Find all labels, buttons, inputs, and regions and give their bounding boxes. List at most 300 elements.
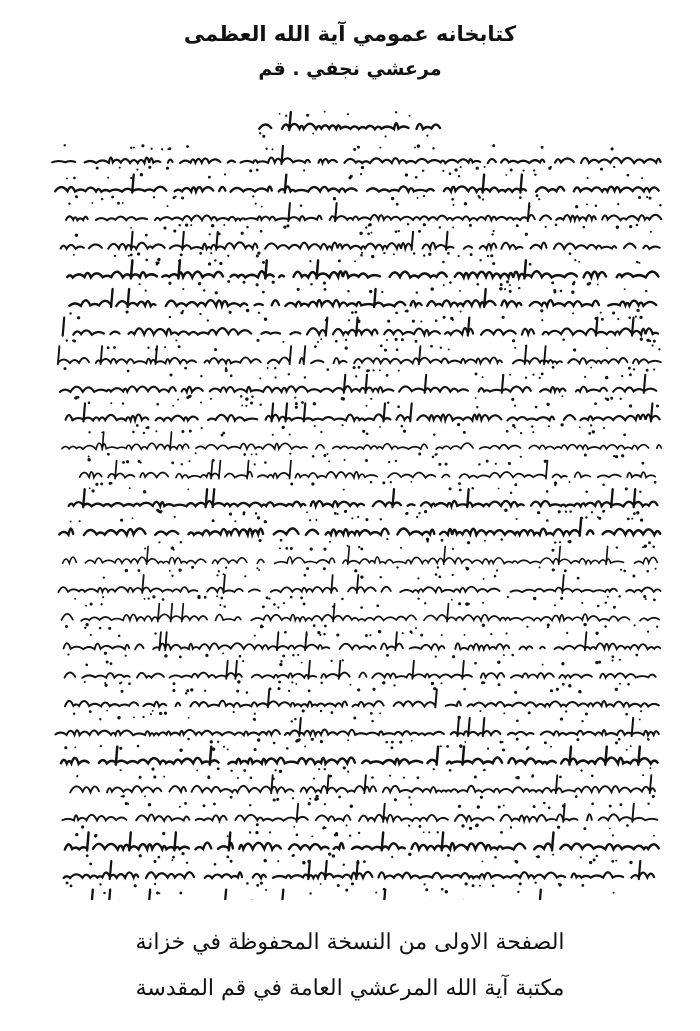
ink-dot <box>290 483 293 486</box>
ink-dot <box>623 570 626 573</box>
ink-dot <box>610 397 613 400</box>
ink-dot <box>537 511 540 514</box>
ink-dot <box>273 742 276 745</box>
ink-dot <box>212 748 215 751</box>
ink-dot <box>526 626 528 628</box>
ink-dot <box>262 605 265 608</box>
ink-dot <box>296 833 299 836</box>
ink-dot <box>565 710 567 712</box>
ink-dot <box>545 226 547 228</box>
ink-dot <box>618 595 621 598</box>
ink-dot <box>251 395 253 397</box>
ink-dot <box>446 745 449 748</box>
ink-dot <box>605 397 607 399</box>
ink-dot <box>475 397 477 399</box>
ink-dot <box>264 859 267 862</box>
ink-dot <box>591 775 594 778</box>
ink-dot <box>519 196 522 199</box>
ink-dot <box>541 146 544 149</box>
ink-dot <box>452 204 454 206</box>
ink-dot <box>506 430 509 433</box>
ink-dot <box>105 684 108 687</box>
ink-dot <box>324 288 327 291</box>
ink-dot <box>378 630 381 633</box>
ink-dot <box>541 373 544 376</box>
ink-dot <box>262 135 265 138</box>
ink-dot <box>509 374 511 376</box>
manuscript-line <box>58 575 660 593</box>
ink-dot <box>636 261 639 264</box>
ink-dot <box>585 491 588 494</box>
ink-dot <box>309 519 311 521</box>
ink-dot <box>525 233 528 236</box>
ink-dot <box>212 519 215 522</box>
ink-dot <box>254 463 256 465</box>
ink-dot <box>646 339 649 342</box>
ink-dot <box>106 710 108 712</box>
ink-dot <box>458 602 461 605</box>
ink-dot <box>391 741 394 744</box>
ink-dot <box>480 796 483 799</box>
ink-dot <box>418 825 421 828</box>
ink-dot <box>317 341 319 343</box>
ink-dot <box>449 769 452 772</box>
ink-dot <box>640 338 643 341</box>
ink-dot <box>129 487 131 489</box>
ink-dot <box>605 376 608 379</box>
ink-dot <box>641 177 643 179</box>
ink-dot <box>264 520 267 523</box>
ink-dot <box>148 597 150 599</box>
ink-dot <box>184 802 187 805</box>
ink-dot <box>354 569 357 572</box>
ink-dot <box>272 434 274 436</box>
ink-dot <box>145 290 147 292</box>
ink-dot <box>147 426 150 429</box>
ink-dot <box>315 795 318 798</box>
ink-dot <box>336 834 338 836</box>
ink-dot <box>458 482 461 485</box>
ink-dot <box>107 453 110 456</box>
ink-dot <box>365 634 368 637</box>
ink-dot <box>257 516 260 519</box>
ink-dot <box>504 288 506 290</box>
ink-dot <box>639 718 641 720</box>
ink-dot <box>651 344 653 346</box>
ink-dot <box>406 310 409 313</box>
ink-dot <box>216 595 218 597</box>
ink-dot <box>119 167 121 169</box>
ink-dot <box>125 569 128 572</box>
ink-dot <box>230 374 233 377</box>
ink-dot <box>433 687 436 690</box>
ink-dot <box>317 631 320 634</box>
ink-dot <box>153 775 156 778</box>
ink-dot <box>525 377 527 379</box>
ink-dot <box>451 198 454 201</box>
ink-dot <box>357 516 359 518</box>
ink-dot <box>256 283 259 286</box>
ink-dot <box>357 146 360 149</box>
ink-dot <box>474 776 477 779</box>
ink-dot <box>358 546 360 548</box>
ink-dot <box>556 688 559 691</box>
ink-dot <box>583 226 586 229</box>
ink-dot <box>629 225 632 228</box>
ink-dot <box>329 541 331 543</box>
ink-dot <box>96 167 99 170</box>
ink-dot <box>256 339 259 342</box>
ink-dot <box>500 283 503 286</box>
ink-dot <box>207 319 209 321</box>
ink-dot <box>99 627 102 630</box>
ink-dot <box>162 598 165 601</box>
ink-dot <box>246 309 249 312</box>
ink-dot <box>153 196 155 198</box>
ink-dot <box>74 746 76 748</box>
ink-dot <box>371 720 373 722</box>
ink-dot <box>75 195 78 198</box>
ink-dot <box>420 320 422 322</box>
ink-dot <box>417 197 419 199</box>
ink-dot <box>390 746 393 749</box>
ink-dot <box>173 682 176 685</box>
ink-dot <box>386 339 388 341</box>
ink-dot <box>624 288 626 290</box>
ink-dot <box>379 369 381 371</box>
ink-dot <box>598 661 601 664</box>
ink-dot <box>612 655 615 658</box>
ink-dot <box>122 461 125 464</box>
ink-dot <box>547 626 549 628</box>
ink-dot <box>442 170 444 172</box>
ink-dot <box>625 713 628 716</box>
ink-dot <box>474 662 477 665</box>
ink-dot <box>137 252 140 255</box>
ink-dot <box>646 570 649 573</box>
ink-dot <box>264 318 267 321</box>
ink-dot <box>90 603 93 606</box>
ink-dot <box>168 147 171 150</box>
ink-dot <box>85 605 87 607</box>
ink-dot <box>128 682 131 685</box>
ink-dot <box>298 738 301 741</box>
ink-dot <box>640 518 643 521</box>
ink-dot <box>255 831 258 834</box>
ink-dot <box>406 512 409 515</box>
ink-dot <box>199 252 202 255</box>
ink-dot <box>117 202 120 205</box>
ink-dot <box>644 545 647 548</box>
ink-dot <box>639 316 642 319</box>
ink-dot <box>324 768 326 770</box>
ink-dot <box>328 460 330 462</box>
ink-dot <box>259 132 261 134</box>
ink-dot <box>552 835 554 837</box>
ink-dot <box>212 459 215 462</box>
ink-dot <box>306 567 309 570</box>
ink-dot <box>100 745 102 747</box>
ink-dot <box>653 368 655 370</box>
ink-dot <box>349 835 351 837</box>
ink-dot <box>555 224 558 227</box>
ink-dot <box>636 224 639 227</box>
ink-dot <box>645 290 647 292</box>
ink-dot <box>510 492 512 494</box>
ink-dot <box>626 824 629 827</box>
ink-dot <box>423 831 425 833</box>
ink-dot <box>204 690 206 692</box>
ink-dot <box>401 338 404 341</box>
ink-dot <box>482 624 485 627</box>
ink-dot <box>581 602 583 604</box>
ink-dot <box>117 716 120 719</box>
ink-dot <box>285 115 287 117</box>
ink-dot <box>484 166 486 168</box>
ink-dot <box>157 258 160 261</box>
ink-dot <box>600 312 602 314</box>
ink-dot <box>314 345 317 348</box>
ink-dot <box>307 860 310 863</box>
manuscript-line <box>70 775 655 793</box>
ink-dot <box>516 224 519 227</box>
ink-dot <box>239 655 242 658</box>
ink-dot <box>148 166 151 169</box>
ink-dot <box>410 803 412 805</box>
ink-dot <box>495 463 497 465</box>
ink-dot <box>595 661 598 664</box>
ink-dot <box>331 711 334 714</box>
ink-dot <box>240 395 243 398</box>
ink-dot <box>613 166 615 168</box>
ink-dot <box>379 712 381 714</box>
ink-dot <box>343 766 346 769</box>
ink-dot <box>452 319 454 321</box>
ink-dot <box>114 255 116 257</box>
ink-dot <box>492 884 495 887</box>
ink-dot <box>216 574 218 576</box>
ink-dot <box>583 623 586 626</box>
ink-dot <box>330 660 332 662</box>
ink-dot <box>514 691 517 694</box>
ink-dot <box>423 195 425 197</box>
ink-dot <box>107 346 110 349</box>
ink-dot <box>437 831 439 833</box>
ink-dot <box>74 598 76 600</box>
ink-dot <box>297 288 300 291</box>
ink-dot <box>449 487 452 490</box>
ink-dot <box>635 315 637 317</box>
ink-dot <box>440 347 442 349</box>
ink-dot <box>101 198 103 200</box>
ink-dot <box>656 626 658 628</box>
ink-dot <box>222 652 224 654</box>
ink-dot <box>585 516 587 518</box>
ink-dot <box>541 319 543 321</box>
ink-dot <box>397 405 400 408</box>
ink-dot <box>132 176 134 178</box>
ink-dot <box>612 834 614 836</box>
ink-dot <box>320 883 322 885</box>
ink-dot <box>393 684 395 686</box>
ink-dot <box>415 627 417 629</box>
ink-dot <box>417 776 420 779</box>
ink-dot <box>257 251 260 254</box>
ink-dot <box>633 368 635 370</box>
ink-dot <box>618 738 621 741</box>
ink-dot <box>318 768 320 770</box>
ink-dot <box>441 539 444 542</box>
ink-dot <box>413 252 416 255</box>
ink-dot <box>154 632 156 634</box>
ink-dot <box>567 541 569 543</box>
ink-dot <box>84 627 86 629</box>
ink-dot <box>500 538 503 541</box>
ink-dot <box>233 711 235 713</box>
ink-dot <box>68 203 70 205</box>
ink-dot <box>229 311 232 314</box>
manuscript-line <box>63 318 658 336</box>
ink-dot <box>472 884 475 887</box>
ink-dot <box>460 166 462 168</box>
ink-dot <box>104 682 106 684</box>
ink-dot <box>620 569 622 571</box>
ink-dot <box>155 430 157 432</box>
ink-dot <box>464 741 466 743</box>
ink-dot <box>476 167 479 170</box>
ink-dot <box>166 167 169 170</box>
ink-dot <box>418 512 420 514</box>
ink-dot <box>417 144 420 147</box>
ink-dot <box>118 635 120 637</box>
ink-dot <box>569 481 571 483</box>
ink-dot <box>647 803 649 805</box>
ink-dot <box>249 831 251 833</box>
ink-dot <box>415 176 418 179</box>
ink-dot <box>354 260 356 262</box>
ink-dot <box>604 602 606 604</box>
ink-dot <box>277 687 280 690</box>
ink-dot <box>249 804 251 806</box>
manuscript-line <box>62 804 657 822</box>
ink-dot <box>169 570 171 572</box>
ink-dot <box>659 204 661 206</box>
ink-dot <box>103 892 105 894</box>
ink-dot <box>136 424 139 427</box>
ink-dot <box>492 262 495 265</box>
ink-dot <box>458 175 460 177</box>
ink-dot <box>73 177 76 180</box>
ink-dot <box>140 462 142 464</box>
ink-dot <box>561 662 564 665</box>
ink-dot <box>180 253 183 256</box>
ink-dot <box>304 574 307 577</box>
ink-dot <box>361 166 364 169</box>
ink-dot <box>417 598 419 600</box>
ink-dot <box>246 226 248 228</box>
ink-dot <box>175 339 177 341</box>
ink-dot <box>181 430 184 433</box>
ink-dot <box>200 375 202 377</box>
ink-dot <box>254 713 256 715</box>
ink-dot <box>405 173 408 176</box>
ink-dot <box>292 854 295 857</box>
ink-dot <box>133 147 135 149</box>
ink-dot <box>175 196 177 198</box>
ink-dot <box>502 316 505 319</box>
ink-dot <box>615 741 618 744</box>
ink-dot <box>543 802 546 805</box>
ink-dot <box>134 884 137 887</box>
ink-dot <box>627 518 630 521</box>
ink-dot <box>484 540 486 542</box>
ink-dot <box>626 749 628 751</box>
ink-dot <box>441 888 444 891</box>
ink-dot <box>266 596 269 599</box>
ink-dot <box>465 602 468 605</box>
ink-dot <box>454 168 457 171</box>
ink-dot <box>324 803 326 805</box>
ink-dot <box>627 683 630 686</box>
ink-dot <box>214 259 216 261</box>
ink-dot <box>569 510 571 512</box>
ink-dot <box>395 311 398 314</box>
ink-dot <box>544 460 547 463</box>
ink-dot <box>519 882 522 885</box>
ink-dot <box>649 767 651 769</box>
ink-dot <box>568 684 571 687</box>
ink-dot <box>225 367 227 369</box>
ink-dot <box>272 281 275 284</box>
ink-dot <box>655 568 657 570</box>
ink-dot <box>257 738 260 741</box>
ink-dot <box>179 806 181 808</box>
ink-dot <box>64 144 66 146</box>
ink-dot <box>256 255 259 258</box>
ink-dot <box>208 262 211 265</box>
ink-dot <box>186 862 188 864</box>
ink-dot <box>273 603 276 606</box>
ink-dot <box>288 373 290 375</box>
ink-dot <box>396 566 398 568</box>
ink-dot <box>188 717 190 719</box>
ink-dot <box>617 203 619 205</box>
ink-dot <box>459 744 462 747</box>
ink-dot <box>89 863 92 866</box>
ink-dot <box>395 230 398 233</box>
ink-dot <box>601 318 604 321</box>
ink-dot <box>261 206 263 208</box>
ink-dot <box>293 826 295 828</box>
ink-dot <box>643 595 646 598</box>
ink-dot <box>498 805 501 808</box>
ink-dot <box>423 254 425 256</box>
ink-dot <box>388 461 390 463</box>
ink-dot <box>533 805 536 808</box>
ink-dot <box>133 716 135 718</box>
ink-dot <box>152 710 154 712</box>
ink-dot <box>433 768 435 770</box>
ink-dot <box>603 510 606 513</box>
ink-dot <box>476 824 479 827</box>
ink-dot <box>218 233 221 236</box>
ink-dot <box>379 576 381 578</box>
ink-dot <box>130 177 132 179</box>
ink-dot <box>452 574 454 576</box>
ink-dot <box>99 718 101 720</box>
ink-dot <box>70 521 72 523</box>
ink-dot <box>516 719 519 722</box>
